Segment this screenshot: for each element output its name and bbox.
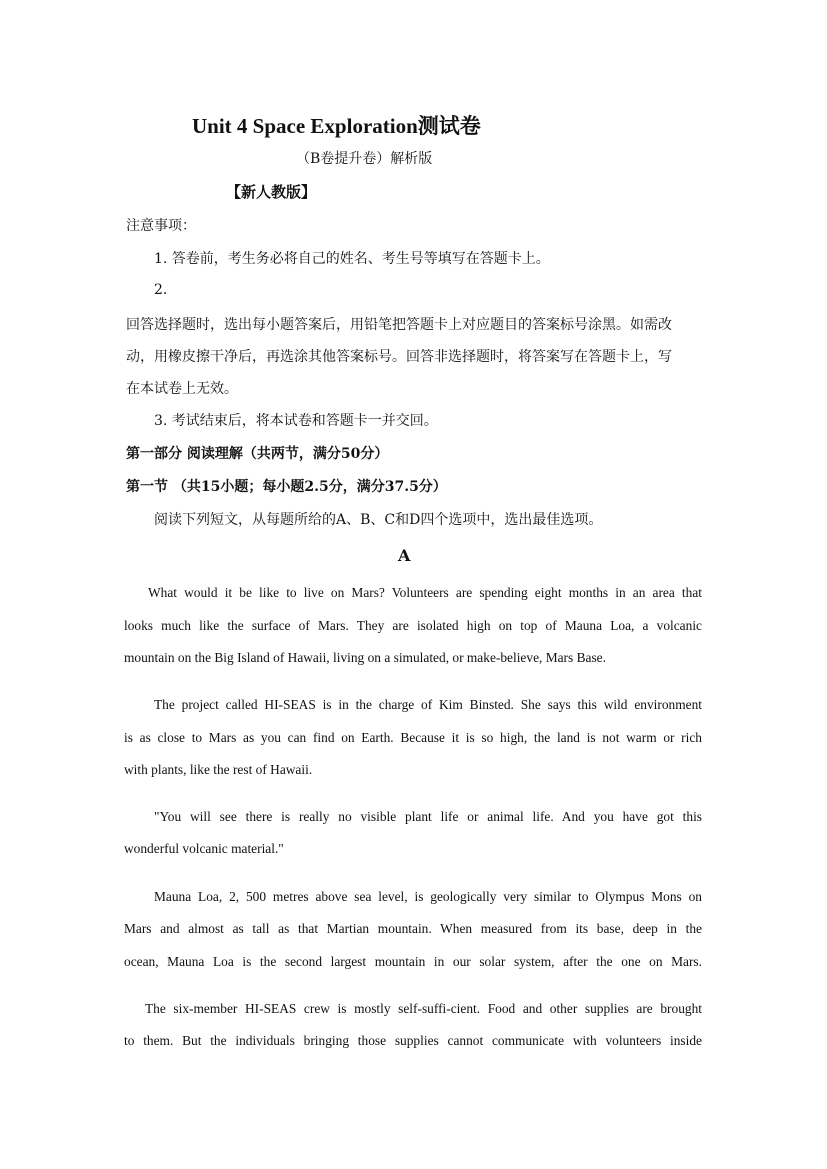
passage-line: looks much like the surface of Mars. They are isolated high on top of Mauna Loa, a volcanic bbox=[124, 618, 702, 633]
passage-line: Mauna Loa, 2, 500 metres above sea level, is geologically very similar to Olympus Mons on bbox=[154, 889, 702, 904]
document-title: Unit 4 Space Exploration测试卷 bbox=[192, 114, 481, 138]
passage-line: wonderful volcanic material." bbox=[124, 841, 284, 856]
reading-instruction: 阅读下列短文，从每题所给的A、B、C和D四个选项中，选出最佳选项。 bbox=[154, 512, 603, 528]
notice-item-2-number: 2. bbox=[154, 282, 168, 298]
document-subtitle: （B卷提升卷）解析版 bbox=[296, 151, 433, 167]
notice-item-2-line-1: 回答选择题时，选出每小题答案后，用铅笔把答题卡上对应题目的答案标号涂黑。如需改 bbox=[126, 317, 672, 333]
passage-line: What would it be like to live on Mars? Volunteers are spending eight months in an area that bbox=[148, 585, 702, 600]
notice-item-3: 3. 考试结束后，将本试卷和答题卡一并交回。 bbox=[154, 413, 438, 429]
edition-label: 【新人教版】 bbox=[226, 183, 317, 201]
passage-line: The six-member HI-SEAS crew is mostly self-suffi-cient. Food and other supplies are brought bbox=[145, 1001, 702, 1016]
passage-line: Mars and almost as tall as that Martian mountain. When measured from its base, deep in the bbox=[124, 921, 702, 936]
passage-line: is as close to Mars as you can find on Earth. Because it is so high, the land is not warm or rich bbox=[124, 730, 702, 745]
passage-line: "You will see there is really no visible plant life or animal life. And you have got this bbox=[154, 809, 702, 824]
notice-item-2-line-3: 在本试卷上无效。 bbox=[126, 381, 238, 397]
notice-heading: 注意事项： bbox=[126, 218, 196, 234]
notice-item-1: 1. 答卷前，考生务必将自己的姓名、考生号等填写在答题卡上。 bbox=[154, 251, 550, 267]
notice-item-2-line-2: 动，用橡皮擦干净后，再选涂其他答案标号。回答非选择题时，将答案写在答题卡上，写 bbox=[126, 349, 672, 365]
passage-line: The project called HI-SEAS is in the charge of Kim Binsted. She says this wild environment bbox=[154, 697, 702, 712]
part-1-heading: 第一部分 阅读理解（共两节，满分50分） bbox=[126, 446, 389, 462]
passage-line: with plants, like the rest of Hawaii. bbox=[124, 762, 313, 777]
passage-line: ocean, Mauna Loa is the second largest mountain in our solar system, after the one on Mars. bbox=[124, 954, 702, 969]
section-1-heading: 第一节 （共15小题；每小题2.5分，满分37.5分） bbox=[126, 479, 447, 495]
passage-line: to them. But the individuals bringing those supplies cannot communicate with volunteers inside bbox=[124, 1033, 702, 1048]
passage-label: A bbox=[398, 546, 411, 565]
passage-line: mountain on the Big Island of Hawaii, living on a simulated, or make-believe, Mars Base. bbox=[124, 650, 606, 665]
